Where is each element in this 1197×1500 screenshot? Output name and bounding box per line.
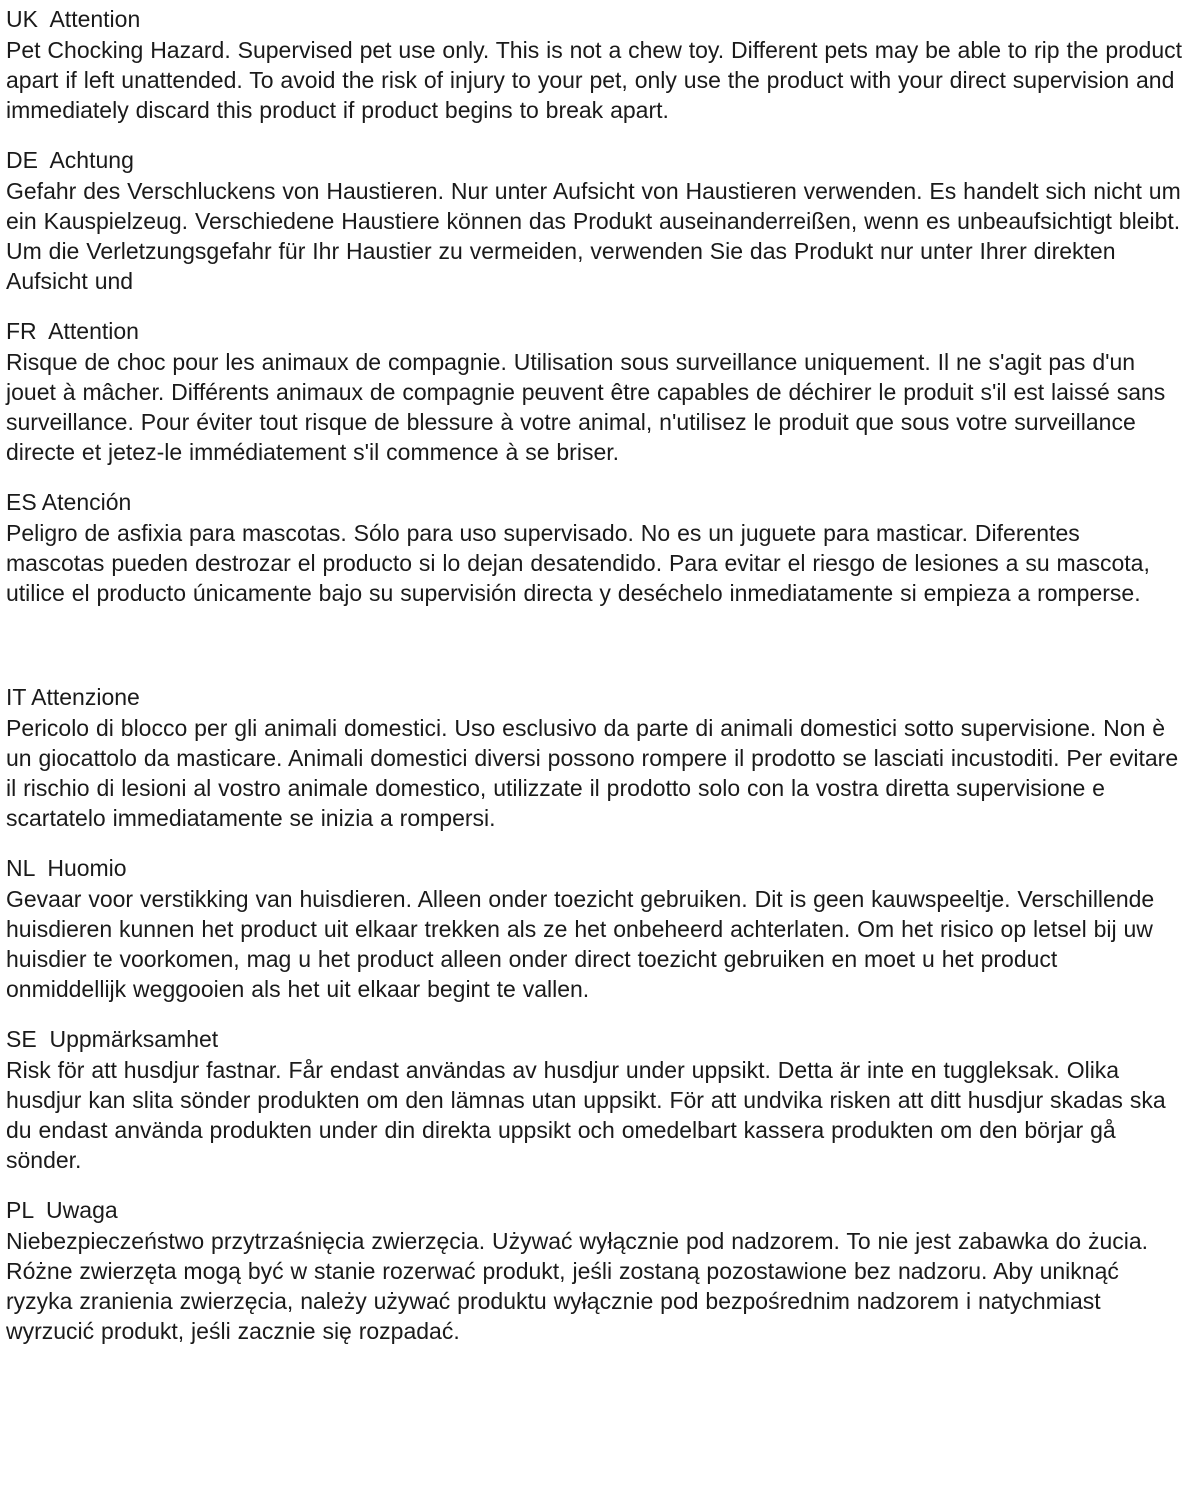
section-heading-fr: FR Attention <box>6 318 139 344</box>
section-body-uk: Pet Chocking Hazard. Supervised pet use only. This is not a chew toy. Different pets may be able to rip the product apart if left unattended. To avoid the risk of injury to your pet, only use the product with your direct supervision and immediately discard this product if product begins to break apart. <box>6 37 1183 123</box>
section-body-nl: Gevaar voor verstikking van huisdieren. Alleen onder toezicht gebruiken. Dit is geen kauwspeeltje. Verschillende huisdieren kunnen het product uit elkaar trekken als ze het onbeheerd achterlaten. Om het risico op letsel bij uw huisdier te voorkomen, mag u het product alleen onder direct toezicht gebruiken en moet u het product onmiddellijk weggooien als het uit elkaar begint te vallen. <box>6 886 1155 1002</box>
section-body-es: Peligro de asfixia para mascotas. Sólo para uso supervisado. No es un juguete para masticar. Diferentes mascotas pueden destrozar el producto si lo dejan desatendido. Para evitar el riesgo de lesiones a su mascota, utilice el producto únicamente bajo su supervisión directa y deséchelo inmediatamente si empieza a romperse. <box>6 520 1150 606</box>
section-heading-pl: PL Uwaga <box>6 1197 118 1223</box>
section-body-it: Pericolo di blocco per gli animali domestici. Uso esclusivo da parte di animali domestici sotto supervisione. Non è un giocattolo da masticare. Animali domestici diversi possono rompere il prodotto se lasciati incustoditi. Per evitare il rischio di lesioni al vostro animale domestico, utilizzate il prodotto solo con la vostra diretta supervisione e scartatelo immediatamente se inizia a rompersi. <box>6 715 1179 831</box>
warning-section-it <box>6 682 1183 833</box>
section-body-fr: Risque de choc pour les animaux de compagnie. Utilisation sous surveillance uniquement. Il ne s'agit pas d'un jouet à mâcher. Différents animaux de compagnie peuvent être capables de déchirer le produit s'il est laissé sans surveillance. Pour éviter tout risque de blessure à votre animal, n'utilisez le produit que sous votre surveillance directe et jetez-le immédiatement s'il commence à se briser. <box>6 349 1166 465</box>
section-body-de: Gefahr des Verschluckens von Haustieren. Nur unter Aufsicht von Haustieren verwenden. Es handelt sich nicht um ein Kauspielzeug. Verschiedene Haustiere können das Produkt auseinanderreißen, wenn es unbeaufsichtigt bleibt. Um die Verletzungsgefahr für Ihr Haustier zu vermeiden, verwenden Sie das Produkt nur unter Ihrer direkten Aufsicht und <box>6 178 1181 294</box>
warning-section-se <box>6 1024 1183 1175</box>
warning-section-nl <box>6 853 1183 1004</box>
warning-section-fr <box>6 316 1183 467</box>
section-heading-de: DE Achtung <box>6 147 134 173</box>
warning-section-uk <box>6 4 1183 125</box>
warning-section-es <box>6 487 1183 608</box>
section-heading-nl: NL Huomio <box>6 855 127 881</box>
warning-section-pl <box>6 1195 1183 1346</box>
section-heading-it: IT Attenzione <box>6 684 140 710</box>
section-heading-se: SE Uppmärksamhet <box>6 1026 219 1052</box>
section-heading-es: ES Atención <box>6 489 132 515</box>
warning-section-de <box>6 145 1183 296</box>
section-body-pl: Niebezpieczeństwo przytrzaśnięcia zwierzęcia. Używać wyłącznie pod nadzorem. To nie jest zabawka do żucia. Różne zwierzęta mogą być w stanie rozerwać produkt, jeśli zostaną pozostawione bez nadzoru. Aby uniknąć ryzyka zranienia zwierzęcia, należy używać produktu wyłącznie pod bezpośrednim nadzorem i natychmiast wyrzucić produkt, jeśli zacznie się rozpadać. <box>6 1228 1149 1344</box>
section-body-se: Risk för att husdjur fastnar. Får endast användas av husdjur under uppsikt. Detta är inte en tuggleksak. Olika husdjur kan slita sönder produkten om den lämnas utan uppsikt. För att undvika risken att ditt husdjur skadas ska du endast använda produkten under din direkta uppsikt och omedelbart kassera produkten om den börjar gå sönder. <box>6 1057 1166 1173</box>
section-heading-uk: UK Attention <box>6 6 141 32</box>
